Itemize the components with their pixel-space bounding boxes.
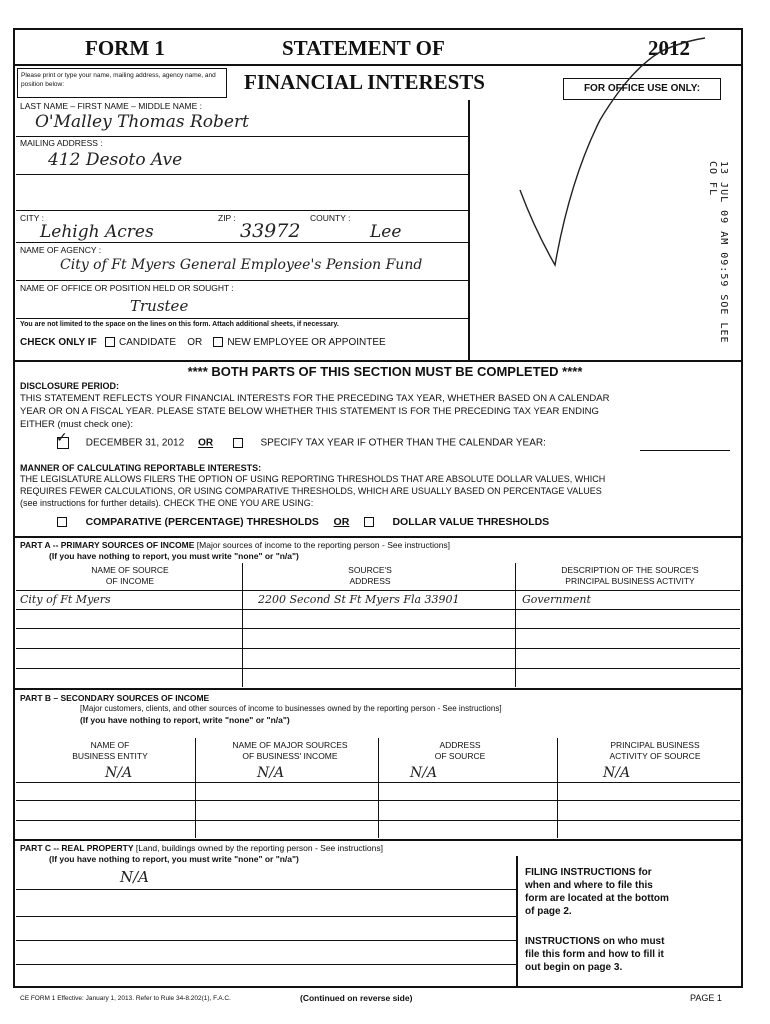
county-value[interactable]: Lee (370, 222, 402, 242)
page-number: PAGE 1 (690, 993, 722, 1003)
december-checkbox[interactable] (56, 430, 69, 449)
part-c-subtitle: (If you have nothing to report, you must write "none" or "n/a") (49, 854, 299, 864)
part-a-row1-name[interactable]: City of Ft Myers (20, 593, 111, 606)
filing-instructions: FILING INSTRUCTIONS for when and where to file this form are located at the bottom of page 2. (525, 867, 669, 917)
mailing-value[interactable]: 412 Desoto Ave (48, 150, 183, 170)
new-employee-checkbox[interactable] (213, 337, 223, 347)
continued-note: (Continued on reverse side) (300, 993, 413, 1003)
check-only-row: CHECK ONLY IF CANDIDATE OR NEW EMPLOYEE OR APPOINTEE (20, 337, 386, 348)
part-b-note: [Major customers, clients, and other sources of income to businesses owned by the reporting person - See instructions] (80, 704, 502, 713)
part-b-title: PART B – SECONDARY SOURCES OF INCOME (20, 693, 210, 703)
part-b-col-address: ADDRESS OF SOURCE (434, 740, 486, 761)
specify-checkbox[interactable] (233, 438, 243, 448)
part-a-row1-address[interactable]: 2200 Second St Ft Myers Fla 33901 (258, 593, 460, 606)
checkmark-scribble (510, 30, 710, 270)
period-heading: DISCLOSURE PERIOD: (20, 381, 120, 391)
part-b-col-entity: NAME OF BUSINESS ENTITY (72, 740, 148, 761)
zip-value[interactable]: 33972 (240, 220, 301, 242)
name-value[interactable]: O'Malley Thomas Robert (35, 112, 249, 132)
candidate-checkbox[interactable] (105, 337, 115, 347)
city-label: CITY : (20, 213, 44, 223)
part-a-col-address: SOURCE'S ADDRESS (348, 565, 392, 586)
part-b-na-address[interactable]: N/A (410, 765, 438, 781)
footer-form-ref: CE FORM 1 Effective: January 1, 2013. Refer to Rule 34-8.202(1), F.A.C. (20, 995, 231, 1002)
manner-text-3: (see instructions for further details). CHECK THE ONE YOU ARE USING: (20, 498, 314, 508)
county-label: COUNTY : (310, 213, 351, 223)
completion-banner: **** BOTH PARTS OF THIS SECTION MUST BE COMPLETED **** (187, 364, 583, 379)
mailing-label: MAILING ADDRESS : (20, 138, 103, 148)
part-b-na-entity[interactable]: N/A (105, 765, 133, 781)
manner-heading: MANNER OF CALCULATING REPORTABLE INTERESTS: (20, 463, 262, 473)
form-label: FORM 1 (85, 36, 165, 60)
part-b-col-activity: PRINCIPAL BUSINESS ACTIVITY OF SOURCE (609, 740, 701, 761)
city-value[interactable]: Lehigh Acres (40, 222, 154, 242)
who-must-file-instructions: INSTRUCTIONS on who must file this form and how to fill it out begin on page 3. (525, 936, 665, 973)
title-line2: FINANCIAL INTERESTS (244, 70, 485, 94)
comparative-checkbox[interactable] (57, 517, 67, 527)
agency-label: NAME OF AGENCY : (20, 245, 102, 255)
threshold-options: COMPARATIVE (PERCENTAGE) THRESHOLDS OR DOLLAR VALUE THRESHOLDS (57, 516, 549, 528)
specify-year-field[interactable] (640, 450, 730, 451)
period-text-1: THIS STATEMENT REFLECTS YOUR FINANCIAL INTERESTS FOR THE PRECEDING TAX YEAR, WHETHER BASED ON A CALENDAR (20, 393, 610, 404)
received-stamp: 13 JUL 09 AM 09:59 SOE LEE CO FL (707, 161, 729, 344)
office-value[interactable]: Trustee (130, 297, 189, 315)
title-line1: STATEMENT OF (282, 36, 445, 60)
part-b-na-activity[interactable]: N/A (603, 765, 631, 781)
space-note: You are not limited to the space on the lines on this form. Attach additional sheets, if necessary. (20, 321, 339, 328)
period-options: ✓ DECEMBER 31, 2012 OR SPECIFY TAX YEAR IF OTHER THAN THE CALENDAR YEAR: (56, 430, 546, 449)
part-b-subtitle: (If you have nothing to report, write "none" or "n/a") (80, 715, 290, 725)
part-a-col-activity: DESCRIPTION OF THE SOURCE'S PRINCIPAL BUSINESS ACTIVITY (561, 565, 699, 586)
name-label: LAST NAME – FIRST NAME – MIDDLE NAME : (20, 101, 203, 111)
check-mark-icon: ✓ (56, 430, 68, 446)
dollar-checkbox[interactable] (364, 517, 374, 527)
period-text-3: EITHER (must check one): (20, 419, 133, 430)
part-a-col-name: NAME OF SOURCE OF INCOME (91, 565, 169, 586)
year: 2012 (648, 36, 690, 60)
part-a-subtitle: (If you have nothing to report, you must write "none" or "n/a") (49, 551, 299, 561)
manner-text-1: THE LEGISLATURE ALLOWS FILERS THE OPTION OF USING REPORTING THRESHOLDS THAT ARE ABSOLUTE DOLLAR VALUES, WHICH (20, 474, 606, 484)
period-text-2: YEAR OR ON A FISCAL YEAR. PLEASE STATE BELOW WHETHER THIS STATEMENT IS FOR THE PRECEDING TAX YEAR ENDING (20, 406, 599, 417)
part-b-na-sources[interactable]: N/A (257, 765, 285, 781)
part-c-title-row: PART C -- REAL PROPERTY [Land, buildings owned by the reporting person - See instructions] (20, 843, 383, 853)
office-divider (468, 100, 470, 360)
zip-label: ZIP : (218, 213, 236, 223)
part-c-na[interactable]: N/A (120, 868, 150, 886)
office-use-label: FOR OFFICE USE ONLY: (563, 78, 721, 100)
part-a-title-row: PART A -- PRIMARY SOURCES OF INCOME [Major sources of income to the reporting person - See instructions] (20, 540, 451, 550)
part-a-row1-activity[interactable]: Government (522, 593, 591, 606)
manner-text-2: REQUIRES FEWER CALCULATIONS, OR USING COMPARATIVE THRESHOLDS, WHICH ARE USUALLY BASED ON PERCENTAGE VALUES (20, 486, 602, 496)
office-label: NAME OF OFFICE OR POSITION HELD OR SOUGHT : (20, 283, 234, 293)
part-b-col-sources: NAME OF MAJOR SOURCES OF BUSINESS' INCOME (232, 740, 348, 761)
print-note: Please print or type your name, mailing address, agency name, and position below: (17, 68, 227, 98)
agency-value[interactable]: City of Ft Myers General Employee's Pension Fund (60, 257, 423, 273)
